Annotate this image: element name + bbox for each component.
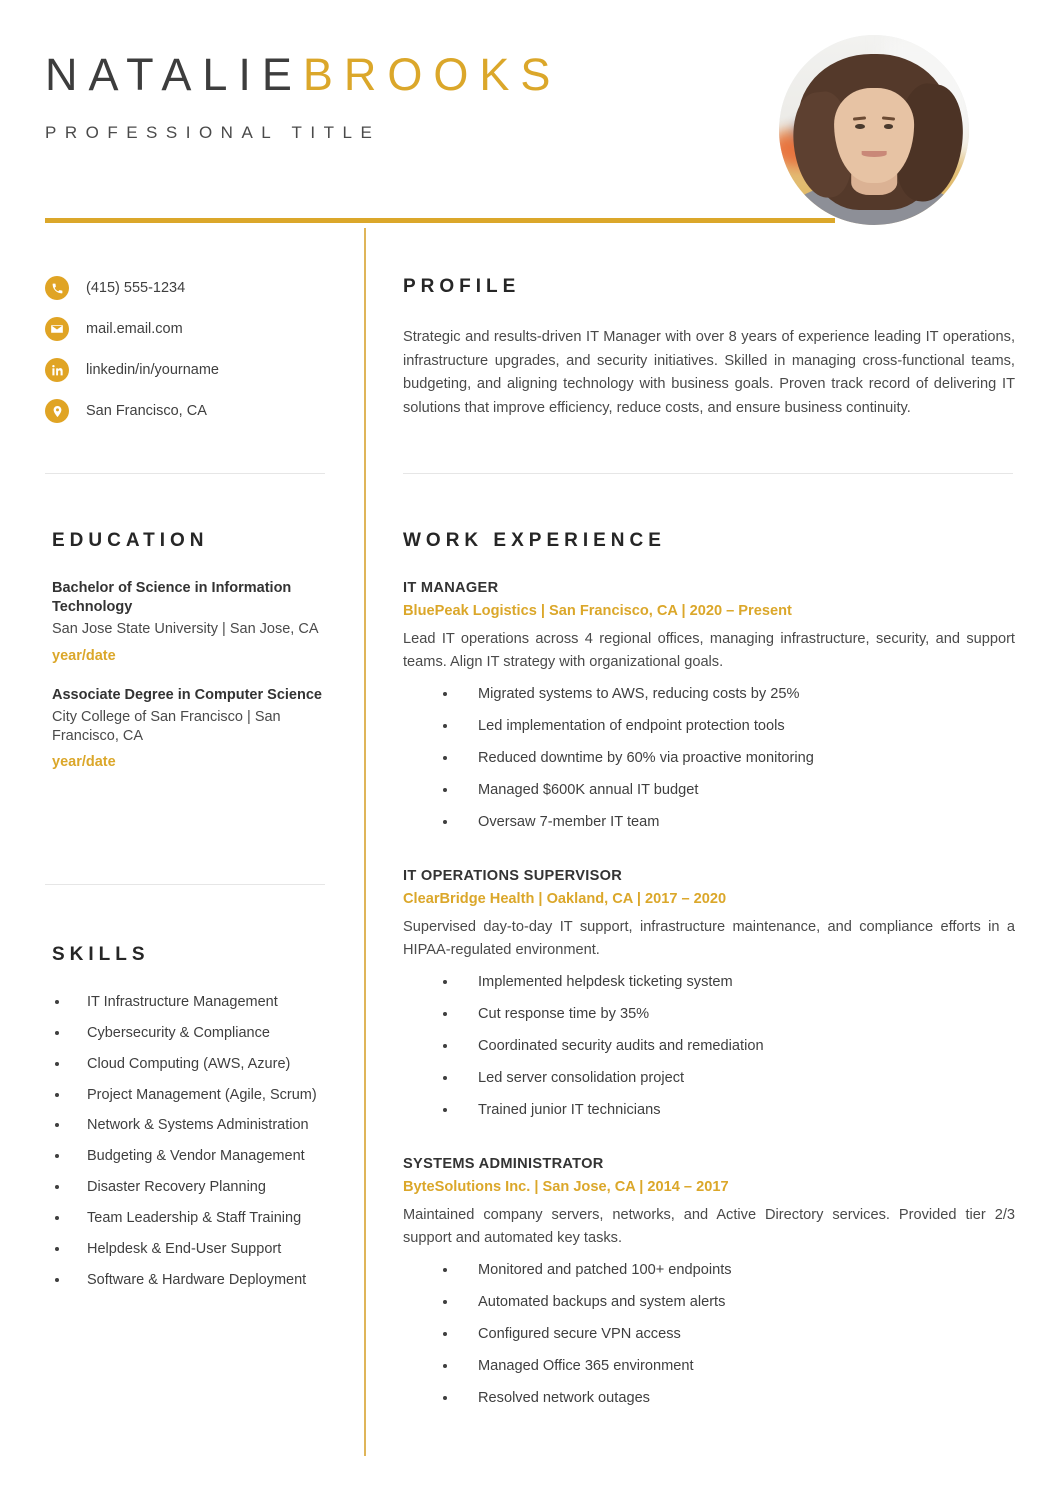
- avatar: [779, 35, 969, 225]
- job-entry: [403, 580, 1015, 832]
- skills-list: [52, 993, 327, 1289]
- contact-item-email[interactable]: [45, 317, 325, 341]
- list-item: Cut response time by 35%: [403, 1005, 1015, 1024]
- contact-location-text: San Francisco, CA: [86, 403, 207, 419]
- job-title: IT OPERATIONS SUPERVISOR: [403, 868, 623, 885]
- job-meta: BluePeak Logistics | San Francisco, CA | 2020 – Present: [403, 603, 792, 619]
- header-accent-rule: [45, 218, 835, 223]
- education-school: San Jose State University | San Jose, CA: [52, 621, 319, 638]
- list-item: Oversaw 7-member IT team: [403, 813, 1015, 832]
- list-item: Led implementation of endpoint protection tools: [403, 717, 1015, 736]
- list-item: Resolved network outages: [403, 1389, 1015, 1408]
- work-experience-title: WORK EXPERIENCE: [403, 530, 666, 551]
- education-entry: [52, 579, 327, 664]
- first-name: NATALIE: [45, 49, 303, 100]
- list-item: Managed Office 365 environment: [403, 1357, 1015, 1376]
- list-item: Cloud Computing (AWS, Azure): [52, 1055, 327, 1074]
- left-separator-1: [45, 473, 325, 474]
- list-item: Automated backups and system alerts: [403, 1293, 1015, 1312]
- column-divider: [364, 228, 366, 1456]
- work-experience-section: [403, 530, 1015, 1444]
- job-bullet-list: [403, 1261, 1015, 1408]
- email-icon: [45, 317, 69, 341]
- education-degree: Bachelor of Science in Information Technology: [52, 580, 292, 615]
- job-description: Lead IT operations across 4 regional offices, managing infrastructure, security, and support teams. Align IT strategy with organizational goals.: [403, 631, 1015, 670]
- phone-icon: [45, 276, 69, 300]
- education-title: EDUCATION: [52, 530, 209, 551]
- professional-title: PROFESSIONAL TITLE: [45, 123, 381, 142]
- job-bullet-list: [403, 685, 1015, 832]
- list-item: Coordinated security audits and remediation: [403, 1037, 1015, 1056]
- list-item: Monitored and patched 100+ endpoints: [403, 1261, 1015, 1280]
- job-title: IT MANAGER: [403, 580, 499, 596]
- list-item: Cybersecurity & Compliance: [52, 1024, 327, 1043]
- list-item: Led server consolidation project: [403, 1069, 1015, 1088]
- profile-section: [403, 276, 1015, 421]
- list-item: Implemented helpdesk ticketing system: [403, 973, 1015, 992]
- contact-email-text: mail.email.com: [86, 321, 183, 337]
- skills-section: [52, 944, 327, 1301]
- profile-title: PROFILE: [403, 276, 521, 297]
- last-name: BROOKS: [302, 49, 562, 100]
- education-section: [52, 530, 327, 788]
- list-item: Managed $600K annual IT budget: [403, 781, 1015, 800]
- education-date: year/date: [52, 647, 116, 664]
- location-pin-icon: [45, 399, 69, 423]
- contact-section: [45, 276, 325, 440]
- job-description: Supervised day-to-day IT support, infrastructure maintenance, and compliance efforts in a HIPAA-regulated environment.: [403, 919, 1015, 958]
- right-separator-1: [403, 473, 1013, 474]
- list-item: Network & Systems Administration: [52, 1116, 327, 1135]
- job-description: Maintained company servers, networks, and Active Directory services. Provided tier 2/3 support and automated key tasks.: [403, 1207, 1015, 1246]
- job-entry: [403, 868, 1015, 1120]
- job-title: SYSTEMS ADMINISTRATOR: [403, 1156, 604, 1173]
- job-meta: ByteSolutions Inc. | San Jose, CA | 2014 – 2017: [403, 1179, 729, 1196]
- portrait-photo: [779, 35, 969, 225]
- linkedin-icon: [45, 358, 69, 382]
- education-entry: [52, 686, 327, 771]
- list-item: Trained junior IT technicians: [403, 1101, 1015, 1120]
- list-item: Helpdesk & End-User Support: [52, 1240, 327, 1259]
- job-entry: [403, 1156, 1015, 1408]
- list-item: Team Leadership & Staff Training: [52, 1209, 327, 1228]
- job-meta: ClearBridge Health | Oakland, CA | 2017 – 2020: [403, 891, 727, 908]
- education-degree: Associate Degree in Computer Science: [52, 686, 322, 703]
- contact-list: [45, 276, 325, 423]
- list-item: Configured secure VPN access: [403, 1325, 1015, 1344]
- skills-title: SKILLS: [52, 944, 150, 965]
- contact-linkedin-text: linkedin/in/yourname: [86, 362, 219, 378]
- list-item: Software & Hardware Deployment: [52, 1271, 327, 1290]
- left-separator-2: [45, 884, 325, 885]
- education-school: City College of San Francisco | San Francisco, CA: [52, 709, 281, 744]
- list-item: IT Infrastructure Management: [52, 993, 327, 1012]
- list-item: Budgeting & Vendor Management: [52, 1147, 327, 1166]
- list-item: Disaster Recovery Planning: [52, 1178, 327, 1197]
- list-item: Project Management (Agile, Scrum): [52, 1086, 327, 1105]
- contact-item-location[interactable]: [45, 399, 325, 423]
- education-date: year/date: [52, 754, 116, 771]
- contact-item-phone[interactable]: [45, 276, 325, 300]
- list-item: Reduced downtime by 60% via proactive monitoring: [403, 749, 1015, 768]
- contact-phone-text: (415) 555-1234: [86, 280, 186, 296]
- job-bullet-list: [403, 973, 1015, 1120]
- contact-item-linkedin[interactable]: [45, 358, 325, 382]
- profile-text: Strategic and results-driven IT Manager with over 8 years of experience leading IT operations, infrastructure upgrades, and security initiatives. Skilled in managing cross-functional teams, budgeting, and aligning technology with business goals. Proven track record of delivering IT solutions that improve efficiency, reduce costs, and ensure business continuity.: [403, 329, 1015, 416]
- list-item: Migrated systems to AWS, reducing costs by 25%: [403, 685, 1015, 704]
